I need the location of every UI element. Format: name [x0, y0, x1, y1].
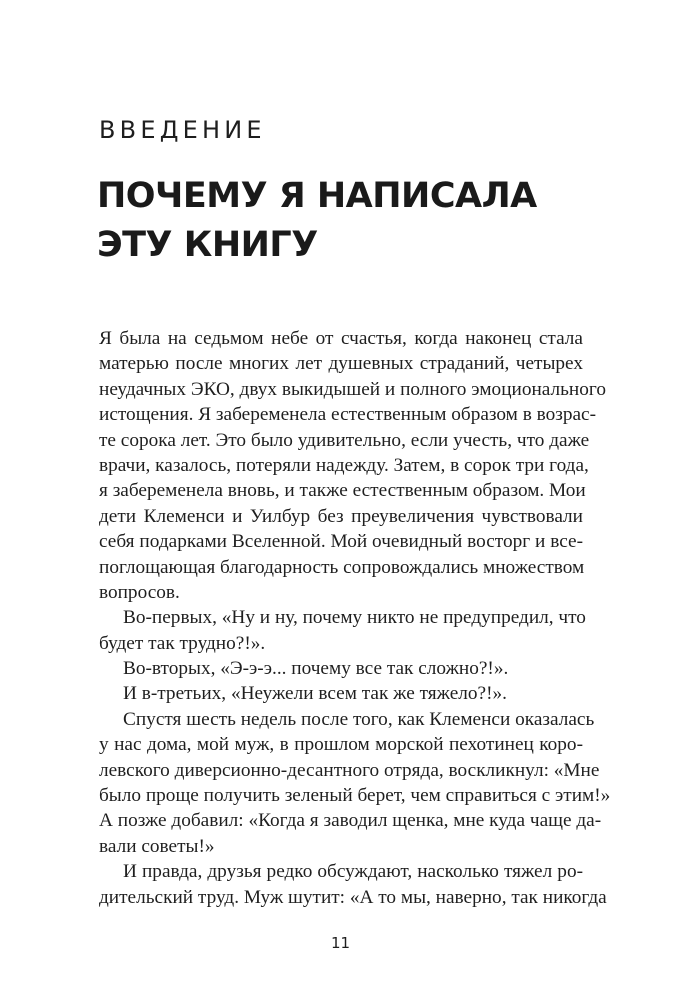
text-line: Я была на седьмом небе от счастья, когда наконец стала	[99, 328, 583, 349]
chapter-title-line-2: ЭТУ КНИГУ	[97, 225, 318, 265]
text-line: истощения. Я забеременела естественным образом в возрас-	[99, 404, 597, 426]
text-line: дительский труд. Муж шутит: «А то мы, наверно, так никогда	[99, 886, 607, 908]
text-line: было проще получить зеленый берет, чем справиться с этим!»	[99, 785, 611, 807]
text-line: у нас дома, мой муж, в прошлом морской пехотинец коро-	[99, 734, 583, 756]
text-line: Во-вторых, «Э-э-э... почему все так сложно?!».	[123, 658, 509, 680]
section-label: ВВЕДЕНИЕ	[99, 116, 266, 144]
text-line: И в-третьих, «Неужели всем так же тяжело?!».	[123, 683, 507, 705]
text-line: поглощающая благодарность сопровождались множеством	[99, 556, 585, 578]
text-line: будет так трудно?!».	[99, 632, 266, 654]
text-line: дети Клеменси и Уилбур без преувеличения чувствовали	[99, 505, 583, 527]
text-line: А позже добавил: «Когда я заводил щенка, мне куда чаще да-	[99, 810, 602, 832]
body-text	[99, 326, 611, 910]
text-line: неудачных ЭКО, двух выкидышей и полного эмоционального	[99, 378, 606, 400]
text-line: врачи, казалось, потеряли надежду. Затем, в сорок три года,	[99, 454, 589, 476]
text-line: И правда, друзья редко обсуждают, насколько тяжел ро-	[123, 861, 583, 883]
text-line: левского диверсионно-десантного отряда, воскликнул: «Мне	[99, 759, 600, 781]
text-line: те сорока лет. Это было удивительно, если учесть, что даже	[99, 429, 590, 451]
chapter-title	[97, 172, 617, 270]
text-line: Во-первых, «Ну и ну, почему никто не предупредил, что	[123, 607, 586, 629]
page-number: 11	[330, 934, 351, 952]
chapter-title-line-1: ПОЧЕМУ Я НАПИСАЛА	[97, 176, 537, 216]
text-line: Спустя шесть недель после того, как Клеменси оказалась	[123, 708, 595, 730]
text-line: вали советы!»	[99, 835, 215, 857]
text-line: вопросов.	[99, 581, 180, 603]
text-line: матерью после многих лет душевных страданий, четырех	[99, 353, 583, 375]
text-line: себя подарками Вселенной. Мой очевидный восторг и все-	[99, 531, 583, 553]
text-line: я забеременела вновь, и также естественным образом. Мои	[99, 480, 586, 502]
